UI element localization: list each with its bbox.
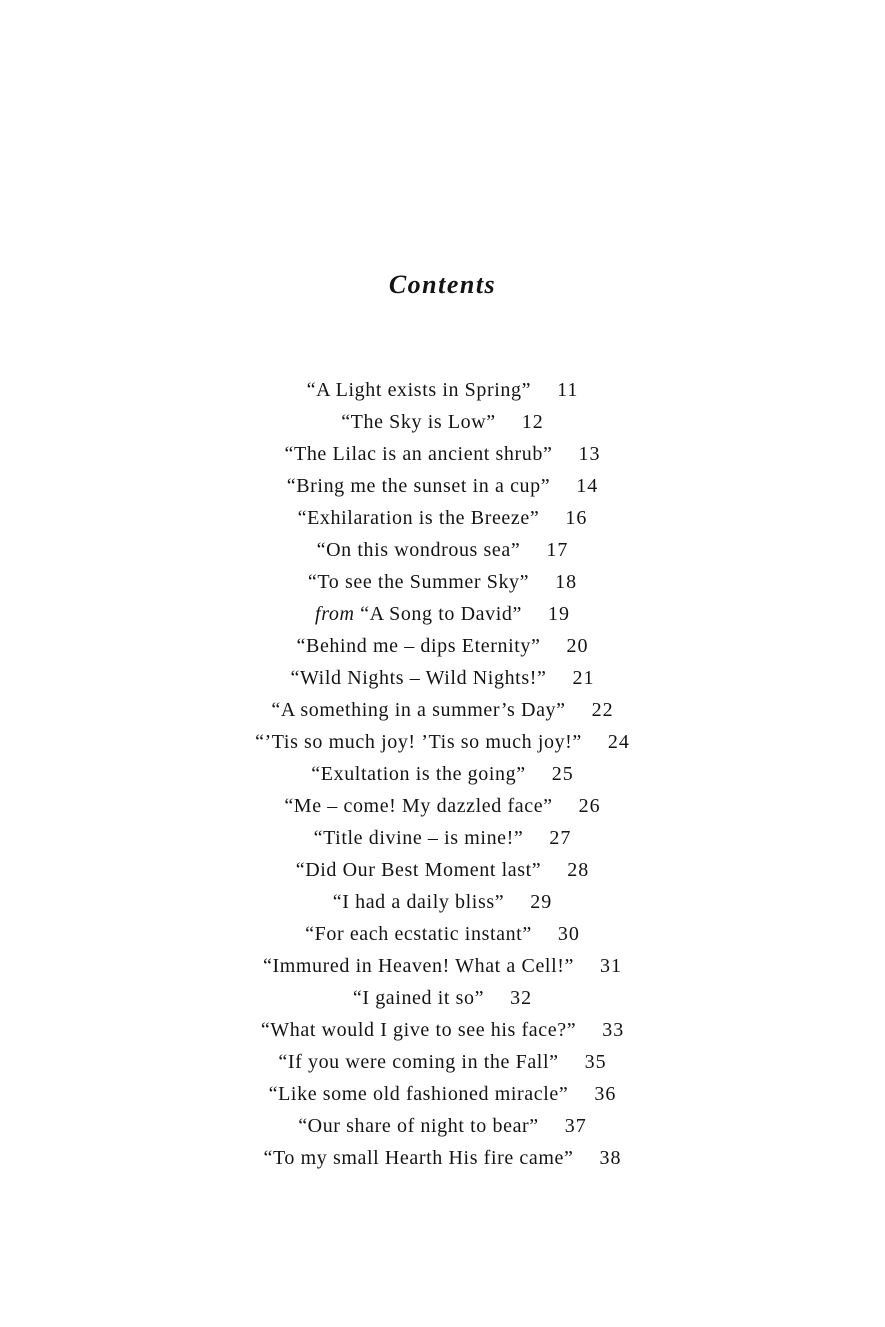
toc-entry-page-number: 14 [576, 475, 599, 497]
toc-entry-title: “Like some old fashioned miracle” [268, 1083, 569, 1105]
toc-entry [0, 566, 885, 598]
toc-entry-title: “Me – come! My dazzled face” [284, 795, 553, 817]
toc-entry [0, 1110, 885, 1142]
toc-entry-page-number: 35 [584, 1051, 607, 1073]
toc-entry-page-number: 19 [547, 603, 570, 625]
toc-entry [0, 822, 885, 854]
toc-entry-prefix: from [315, 603, 361, 625]
toc-entry-title: “A Light exists in Spring” [306, 379, 532, 401]
toc-entry-page-number: 28 [567, 859, 590, 881]
toc-entry-title: “A something in a summer’s Day” [271, 699, 566, 721]
toc-entry-page-number: 22 [591, 699, 614, 721]
toc-entry-title: “A Song to David” [360, 603, 522, 625]
toc-entry-title: “Did Our Best Moment last” [295, 859, 542, 881]
toc-entry-title: “The Lilac is an ancient shrub” [284, 443, 553, 465]
toc-entry-page-number: 11 [557, 379, 579, 401]
toc-entry-title: “To my small Hearth His fire came” [263, 1147, 574, 1169]
toc-entry-title: “Title divine – is mine!” [313, 827, 524, 849]
toc-entry-page-number: 29 [530, 891, 553, 913]
toc-entry-page-number: 32 [510, 987, 533, 1009]
toc-entry [0, 1046, 885, 1078]
toc-entry [0, 406, 885, 438]
toc-entry [0, 982, 885, 1014]
toc-entry-page-number: 31 [599, 955, 622, 977]
toc-entry [0, 662, 885, 694]
toc-entry [0, 886, 885, 918]
toc-entry [0, 502, 885, 534]
toc-entry-title: “On this wondrous sea” [316, 539, 521, 561]
toc-entry [0, 1078, 885, 1110]
toc-entry-page-number: 38 [599, 1147, 622, 1169]
toc-entry [0, 1142, 885, 1174]
toc-entry-title: “’Tis so much joy! ’Tis so much joy!” [255, 731, 582, 753]
toc-entry-title: “The Sky is Low” [341, 411, 496, 433]
toc-entry-title: “Immured in Heaven! What a Cell!” [263, 955, 574, 977]
toc-entry-page-number: 12 [521, 411, 544, 433]
toc-entry-title: “To see the Summer Sky” [307, 571, 530, 593]
table-of-contents [0, 374, 885, 1174]
toc-entry-page-number: 16 [565, 507, 588, 529]
toc-entry [0, 758, 885, 790]
toc-entry-title: “What would I give to see his face?” [260, 1019, 577, 1041]
toc-entry [0, 918, 885, 950]
toc-entry-page-number: 30 [557, 923, 580, 945]
toc-entry [0, 598, 885, 630]
toc-entry [0, 950, 885, 982]
toc-entry-title: “Our share of night to bear” [298, 1115, 539, 1137]
toc-entry [0, 374, 885, 406]
toc-entry [0, 534, 885, 566]
toc-entry-page-number: 13 [578, 443, 601, 465]
toc-entry [0, 790, 885, 822]
toc-entry-title: “Bring me the sunset in a cup” [286, 475, 551, 497]
toc-entry-page-number: 33 [602, 1019, 625, 1041]
toc-entry-title: “I gained it so” [352, 987, 485, 1009]
toc-entry [0, 630, 885, 662]
toc-entry-page-number: 20 [566, 635, 589, 657]
toc-entry-page-number: 36 [594, 1083, 617, 1105]
page-title: Contents [388, 270, 497, 299]
toc-entry-title: “Behind me – dips Eternity” [296, 635, 541, 657]
toc-entry-title: “If you were coming in the Fall” [278, 1051, 559, 1073]
toc-entry-page-number: 26 [578, 795, 601, 817]
toc-entry-title: “Exhilaration is the Breeze” [297, 507, 540, 529]
toc-entry-page-number: 24 [607, 731, 630, 753]
toc-entry-title: “Wild Nights – Wild Nights!” [290, 667, 547, 689]
toc-entry [0, 854, 885, 886]
toc-entry [0, 726, 885, 758]
toc-entry [0, 1014, 885, 1046]
toc-entry-page-number: 18 [555, 571, 578, 593]
toc-entry-page-number: 17 [546, 539, 569, 561]
toc-entry [0, 438, 885, 470]
toc-entry-page-number: 21 [572, 667, 595, 689]
toc-entry [0, 470, 885, 502]
toc-entry-page-number: 25 [551, 763, 574, 785]
toc-entry-page-number: 27 [549, 827, 572, 849]
toc-entry [0, 694, 885, 726]
toc-entry-title: “For each ecstatic instant” [305, 923, 532, 945]
toc-entry-title: “Exultation is the going” [311, 763, 526, 785]
toc-entry-page-number: 37 [564, 1115, 587, 1137]
toc-entry-title: “I had a daily bliss” [332, 891, 505, 913]
